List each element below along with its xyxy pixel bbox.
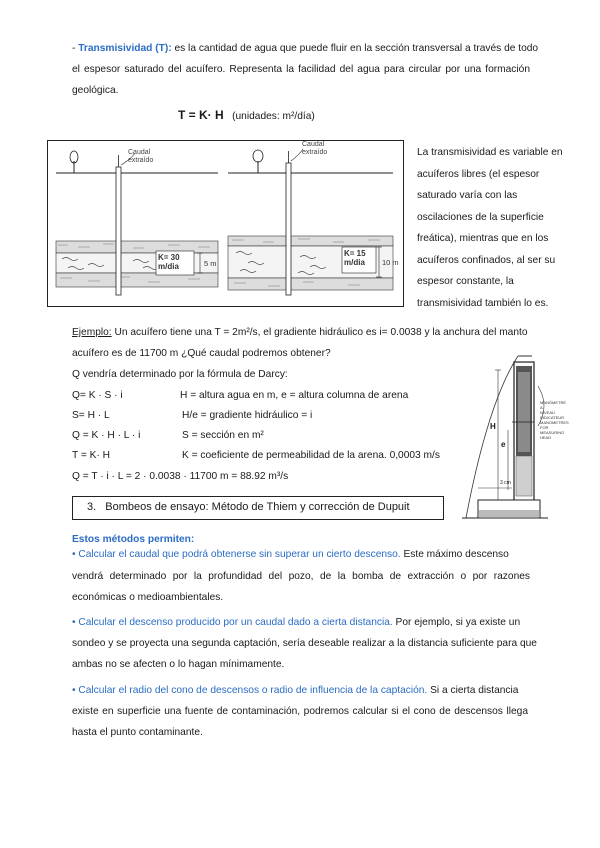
right-panel	[228, 149, 393, 295]
right-caudal-1: Caudal	[302, 141, 325, 148]
aquifer-figure	[47, 140, 404, 307]
method3-line1	[72, 684, 518, 698]
transmisividad-line1	[72, 42, 538, 56]
side-line-2: acuíferos libres (el espesor	[417, 168, 540, 180]
method1-rest: Este máximo descenso	[400, 549, 509, 560]
example-line3: Q vendría determinado por la fórmula de Darcy:	[72, 369, 288, 380]
transmisividad-line2: el espesor saturado del acuífero. Representa la facilidad del agua para circular por una formación	[72, 64, 530, 75]
section-number: 3.	[87, 501, 97, 513]
example-row2-right: H/e = gradiente hidráulico = i	[182, 410, 313, 421]
left-thickness: 5 m	[204, 259, 217, 268]
darcy-apparatus	[448, 322, 569, 532]
example-row4-right: K = coeficiente de permeabilidad de la arena. 0,0003 m/s	[182, 450, 440, 461]
method2-line3: ambas no se afecten o lo hagan mínimamente.	[72, 659, 285, 670]
right-k1: K= 15	[344, 249, 366, 258]
left-k2: m/dia	[158, 262, 179, 271]
example-row1-left: Q= K · S · i	[72, 390, 123, 401]
side-line-3: saturado varía con las	[417, 190, 518, 201]
method2-rest: Por ejemplo, si ya existe un	[392, 617, 521, 628]
method1-line3: económicas o medioambientales.	[72, 592, 224, 603]
aquifer-diagram	[48, 141, 403, 306]
right-k2: m/dia	[344, 258, 365, 267]
side-text	[417, 142, 563, 314]
method1-highlight: • Calcular el caudal que podrá obtenerse sin superar un cierto descenso.	[72, 549, 401, 560]
right-caudal-2: extraído	[302, 149, 328, 156]
left-caudal-label	[128, 149, 153, 165]
method3-highlight: • Calcular el radio del cono de descensos o radio de influencia de la captación.	[72, 685, 428, 696]
transmisividad-formula-line	[178, 106, 315, 124]
method3-line3: hasta el punto contaminante.	[72, 727, 203, 738]
left-caudal-2: extraído	[128, 157, 154, 164]
method2-line1	[72, 616, 520, 630]
example-row3-left: Q = K · H · L · i	[72, 430, 141, 441]
section-heading	[87, 501, 410, 513]
example-line2: acuífero es de 11700 m ¿Qué caudal podremos obtener?	[72, 348, 331, 359]
example-row2-left: S= H · L	[72, 410, 110, 421]
apparatus-e: e	[501, 440, 506, 449]
transmisividad-formula: T = K· H	[178, 108, 224, 122]
side-line-6: acuíferos confinados, al ser su	[417, 254, 556, 266]
right-caudal-label	[302, 141, 327, 157]
transmisividad-units: (unidades: m²/día)	[232, 111, 315, 122]
left-panel	[56, 151, 218, 295]
right-thickness: 10 m	[382, 258, 399, 267]
left-k1: K= 30	[158, 253, 180, 262]
method3-rest: Si a cierta distancia	[427, 685, 519, 696]
method2-line2: sondeo y se proyecta una segunda captación, sería deseable realizar a la distancia suficiente para que	[72, 638, 537, 649]
example-label: Ejemplo:	[72, 327, 112, 338]
left-caudal-1: Caudal	[128, 149, 151, 156]
method3-line2: existe en superficie una fuente de contaminación, podremos calcular si el cono de descensos llega	[72, 706, 528, 717]
example-row1-right: H = altura agua en m, e = altura columna de arena	[180, 390, 409, 401]
transmisividad-line3: geológica.	[72, 85, 119, 96]
right-k-label	[344, 249, 366, 267]
apparatus-cm: 3 cm	[500, 480, 511, 486]
example-result: Q = T · i · L = 2 · 0.0038 · 11700 m = 88.92 m³/s	[72, 471, 289, 482]
transmisividad-prefix: -	[72, 43, 79, 54]
example-text1: Un acuífero tiene una T = 2m²/s, el gradiente hidráulico es i= 0.0038 y la anchura del manto	[111, 327, 528, 338]
methods-heading: Estos métodos permiten:	[72, 534, 195, 545]
example-row3-right: S = sección en m²	[182, 430, 264, 441]
method1-line2: vendrá determinado por la profundidad del pozo, de la bomba de extracción o por razones	[72, 571, 530, 582]
side-line-4: oscilaciones de la superficie	[417, 211, 544, 223]
apparatus-caption: MANÓMETRE A NIVEAU INDICATEUR MANOMETRES FOR MEASURING HEAD	[540, 400, 569, 440]
side-line-5: freática), mientras que en los	[417, 233, 549, 244]
apparatus-h: H	[490, 422, 496, 431]
method1-line1	[72, 548, 509, 562]
side-line-7: espesor constante, la	[417, 276, 514, 287]
left-k-label	[158, 253, 180, 271]
method2-highlight: • Calcular el descenso producido por un caudal dado a cierta distancia.	[72, 617, 393, 628]
side-line-1: La transmisividad es variable en	[417, 147, 563, 158]
example-row4-left: T = K· H	[72, 450, 111, 461]
side-line-8: transmisividad también lo es.	[417, 297, 549, 309]
section-box	[72, 496, 444, 520]
transmisividad-text1: es la cantidad de agua que puede fluir en la sección transversal a través de todo	[171, 43, 539, 54]
section-title: Bombeos de ensayo: Método de Thiem y corrección de Dupuit	[105, 501, 410, 513]
transmisividad-label: Transmisividad (T):	[78, 43, 172, 54]
